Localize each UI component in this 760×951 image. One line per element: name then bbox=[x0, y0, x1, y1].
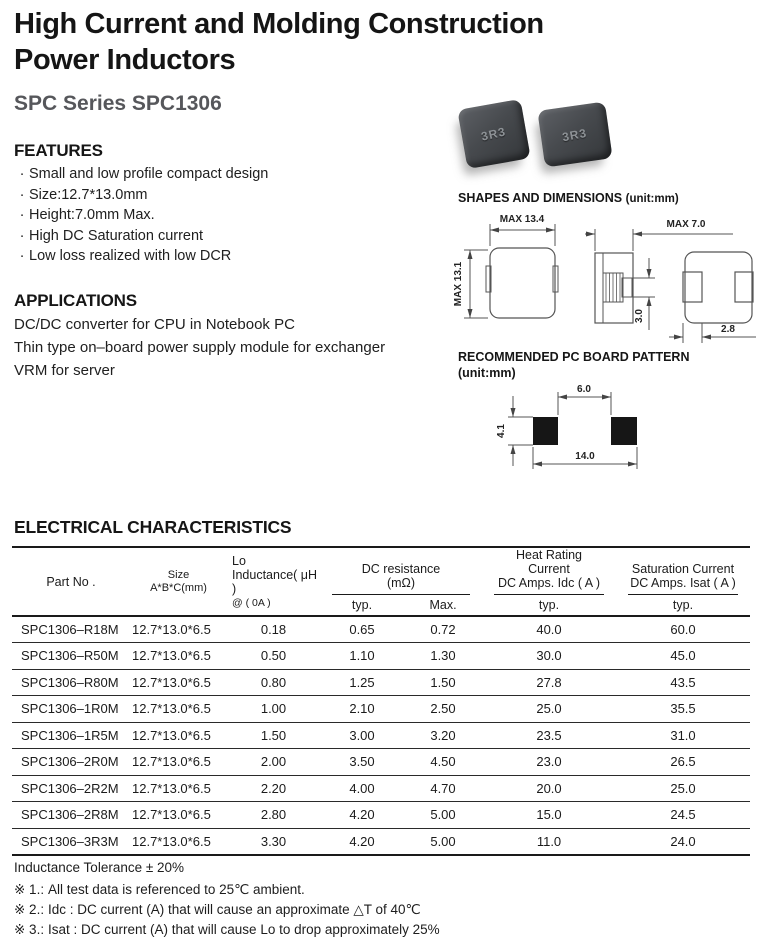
cell-size: 12.7*13.0*6.5 bbox=[132, 648, 211, 664]
cell-idc: 15.0 bbox=[536, 807, 562, 823]
pcb-heading-text: RECOMMENDED PC BOARD PATTERN bbox=[458, 350, 690, 364]
electrical-characteristics-table bbox=[12, 546, 750, 856]
cell-inductance: 0.80 bbox=[260, 674, 287, 690]
inductor-photo bbox=[537, 102, 612, 168]
cell-isat: 60.0 bbox=[670, 622, 696, 637]
dcr-group-line2: (mΩ) bbox=[386, 576, 416, 590]
footnote-marker: ※ 3.: bbox=[14, 922, 45, 937]
footnote-text: All test data is referenced to 25℃ ambient. bbox=[48, 882, 305, 897]
cell-size: 12.7*13.0*6.5 bbox=[132, 701, 211, 717]
cell-dcr-max: 1.30 bbox=[430, 648, 456, 664]
cell-idc: 25.0 bbox=[536, 701, 562, 717]
cell-dcr-typ: 4.20 bbox=[349, 807, 375, 823]
cell-size: 12.7*13.0*6.5 bbox=[132, 754, 211, 770]
list-item bbox=[15, 185, 268, 206]
table-row bbox=[12, 828, 750, 855]
subcol-sat-typ: typ. bbox=[672, 598, 694, 612]
cell-part-no: SPC1306–2R8M bbox=[21, 807, 119, 823]
feature-text: Height:7.0mm Max. bbox=[29, 207, 155, 223]
footnote bbox=[14, 920, 440, 939]
col-header-lo-line1: Lo bbox=[232, 553, 246, 568]
cell-isat: 24.5 bbox=[670, 807, 696, 823]
list-item bbox=[15, 226, 268, 247]
cell-dcr-max: 4.50 bbox=[430, 754, 456, 770]
cell-isat: 24.0 bbox=[670, 833, 696, 849]
inductor-photo bbox=[457, 99, 530, 169]
cell-idc: 23.5 bbox=[536, 727, 562, 743]
cell-inductance: 3.30 bbox=[260, 833, 287, 849]
dcr-group-line1: DC resistance bbox=[361, 562, 441, 576]
col-header-lo-line2: Inductance( μH ) bbox=[232, 567, 318, 596]
applications-text bbox=[14, 313, 385, 382]
pcb-heading bbox=[458, 349, 689, 381]
application-line: Thin type on–board power supply module for exchanger bbox=[14, 339, 386, 356]
page-title-line2: Power Inductors bbox=[14, 44, 236, 76]
table-row bbox=[12, 696, 750, 723]
cell-dcr-max: 5.00 bbox=[430, 833, 456, 849]
features-heading: FEATURES bbox=[14, 141, 103, 160]
cell-dcr-typ: 1.10 bbox=[349, 648, 375, 664]
col-group-dc-resistance bbox=[320, 547, 482, 595]
front-view-drawing bbox=[450, 210, 585, 340]
pcb-pattern-drawing bbox=[470, 382, 755, 477]
cell-part-no: SPC1306–2R0M bbox=[21, 754, 119, 770]
table-heading: ELECTRICAL CHARACTERISTICS bbox=[14, 517, 292, 537]
applications-heading: APPLICATIONS bbox=[14, 291, 137, 310]
dim-label-front-height: MAX 13.1 bbox=[453, 261, 464, 307]
cell-isat: 43.5 bbox=[670, 674, 696, 690]
cell-dcr-typ: 3.00 bbox=[349, 727, 375, 743]
cell-part-no: SPC1306–R18M bbox=[21, 622, 119, 637]
footnote-marker: ※ 1.: bbox=[14, 882, 45, 897]
cell-isat: 35.5 bbox=[670, 701, 696, 717]
subcol-heat-typ: typ. bbox=[538, 598, 560, 612]
cell-idc: 23.0 bbox=[536, 754, 562, 770]
cell-inductance: 0.18 bbox=[260, 622, 287, 637]
cell-size: 12.7*13.0*6.5 bbox=[132, 727, 211, 743]
shapes-heading-text: SHAPES AND DIMENSIONS bbox=[458, 191, 623, 205]
bullet-icon: · bbox=[19, 207, 25, 223]
cell-dcr-max: 2.50 bbox=[430, 701, 456, 717]
footnotes bbox=[14, 858, 440, 939]
col-header-inductance bbox=[227, 547, 320, 616]
col-group-saturation bbox=[616, 547, 750, 595]
list-item bbox=[15, 246, 268, 267]
tolerance-note: Inductance Tolerance ± 20% bbox=[14, 860, 185, 875]
cell-idc: 40.0 bbox=[536, 622, 562, 637]
col-header-part-no: Part No . bbox=[46, 574, 96, 589]
pcb-pad-right bbox=[611, 417, 637, 445]
dim-label-front-width: MAX 13.4 bbox=[499, 214, 545, 225]
series-title: SPC Series SPC1306 bbox=[14, 92, 222, 115]
dim-label-pad-height: 4.1 bbox=[496, 424, 507, 438]
table-row bbox=[12, 802, 750, 829]
cell-dcr-max: 0.72 bbox=[430, 622, 456, 637]
dim-label-gap: 6.0 bbox=[577, 384, 591, 395]
table-row bbox=[12, 669, 750, 696]
col-header-size-line1: Size bbox=[167, 568, 190, 581]
cell-inductance: 2.80 bbox=[260, 807, 287, 823]
cell-inductance: 0.50 bbox=[260, 648, 287, 664]
cell-size: 12.7*13.0*6.5 bbox=[132, 674, 211, 690]
cell-size: 12.7*13.0*6.5 bbox=[132, 833, 211, 849]
dim-label-terminal-height: 3.0 bbox=[634, 309, 645, 323]
cell-inductance: 2.20 bbox=[260, 780, 287, 796]
cell-inductance: 2.00 bbox=[260, 754, 287, 770]
cell-dcr-typ: 3.50 bbox=[349, 754, 375, 770]
bullet-icon: · bbox=[19, 227, 25, 244]
cell-isat: 45.0 bbox=[670, 648, 696, 664]
cell-part-no: SPC1306–2R2M bbox=[21, 780, 119, 796]
cell-dcr-typ: 0.65 bbox=[349, 622, 375, 637]
subcol-dcr-max: Max. bbox=[429, 598, 457, 612]
cell-size: 12.7*13.0*6.5 bbox=[132, 780, 211, 796]
application-line: VRM for server bbox=[14, 362, 115, 379]
cell-dcr-max: 5.00 bbox=[430, 807, 456, 823]
page-title bbox=[14, 6, 544, 78]
cell-dcr-typ: 1.25 bbox=[349, 674, 375, 690]
cell-part-no: SPC1306–R50M bbox=[21, 648, 119, 664]
cell-dcr-typ: 2.10 bbox=[349, 701, 375, 717]
cell-inductance: 1.00 bbox=[260, 701, 287, 717]
sat-group-line1: Saturation Current bbox=[631, 562, 735, 576]
cell-idc: 20.0 bbox=[536, 780, 562, 796]
bottom-view-drawing bbox=[668, 210, 760, 350]
dim-label-pad-width: 2.8 bbox=[721, 324, 735, 335]
cell-part-no: SPC1306–R80M bbox=[21, 674, 119, 690]
cell-dcr-max: 3.20 bbox=[430, 727, 456, 743]
footnote-marker: ※ 2.: bbox=[14, 902, 45, 917]
bullet-icon: · bbox=[19, 248, 25, 264]
pcb-pad-left bbox=[533, 417, 558, 445]
cell-dcr-typ: 4.20 bbox=[349, 833, 375, 849]
list-item bbox=[15, 205, 268, 226]
subcol-dcr-typ: typ. bbox=[351, 598, 373, 612]
bullet-icon: · bbox=[19, 186, 25, 203]
cell-isat: 26.5 bbox=[670, 754, 696, 770]
shapes-unit-text: (unit:mm) bbox=[625, 193, 679, 205]
dim-label-side-width: MAX 7.0 bbox=[666, 219, 706, 230]
footnote-text: Isat : DC current (A) that will cause Lo to drop approximately 25% bbox=[48, 922, 440, 937]
table-row bbox=[12, 722, 750, 749]
cell-dcr-typ: 4.00 bbox=[349, 780, 375, 796]
col-group-heat-rating bbox=[482, 547, 616, 595]
bullet-icon: · bbox=[19, 166, 25, 182]
table-row bbox=[12, 775, 750, 802]
table-row bbox=[12, 643, 750, 670]
feature-text: Size:12.7*13.0mm bbox=[29, 186, 148, 203]
inductor-marking: 3R3 bbox=[561, 125, 589, 144]
application-line: DC/DC converter for CPU in Notebook PC bbox=[14, 316, 295, 333]
pcb-unit-text: (unit:mm) bbox=[458, 366, 516, 380]
cell-part-no: SPC1306–1R0M bbox=[21, 701, 119, 717]
cell-idc: 11.0 bbox=[536, 833, 562, 849]
dim-label-total-width: 14.0 bbox=[575, 451, 595, 462]
cell-part-no: SPC1306–3R3M bbox=[21, 833, 119, 849]
feature-text: Small and low profile compact design bbox=[29, 166, 269, 182]
cell-size: 12.7*13.0*6.5 bbox=[132, 622, 211, 637]
cell-isat: 31.0 bbox=[670, 727, 696, 743]
heat-group-line1: Heat Rating Current bbox=[515, 548, 582, 576]
shapes-heading bbox=[458, 190, 679, 207]
footnote bbox=[14, 900, 440, 919]
footnote-text: Idc : DC current (A) that will cause an approximate △T of 40℃ bbox=[48, 902, 421, 917]
col-header-size bbox=[130, 547, 227, 616]
table-row bbox=[12, 616, 750, 643]
cell-dcr-max: 4.70 bbox=[430, 780, 456, 796]
col-header-lo-line3: @ ( 0A ) bbox=[232, 596, 271, 609]
col-header-size-line2: A*B*C(mm) bbox=[150, 581, 207, 594]
cell-idc: 27.8 bbox=[536, 674, 562, 690]
sat-group-line2: DC Amps. Isat ( A ) bbox=[630, 576, 736, 590]
page-title-line1: High Current and Molding Construction bbox=[14, 8, 544, 40]
table-row bbox=[12, 749, 750, 776]
cell-size: 12.7*13.0*6.5 bbox=[132, 807, 211, 823]
cell-idc: 30.0 bbox=[536, 648, 562, 664]
cell-part-no: SPC1306–1R5M bbox=[21, 727, 119, 743]
feature-text: Low loss realized with low DCR bbox=[29, 248, 232, 264]
feature-text: High DC Saturation current bbox=[29, 227, 204, 244]
cell-isat: 25.0 bbox=[670, 780, 696, 796]
cell-dcr-max: 1.50 bbox=[430, 674, 456, 690]
inductor-marking: 3R3 bbox=[480, 124, 508, 144]
list-item bbox=[15, 164, 268, 185]
footnote bbox=[14, 880, 440, 899]
features-list bbox=[15, 164, 268, 267]
cell-inductance: 1.50 bbox=[260, 727, 287, 743]
heat-group-line2: DC Amps. Idc ( A ) bbox=[497, 576, 601, 590]
